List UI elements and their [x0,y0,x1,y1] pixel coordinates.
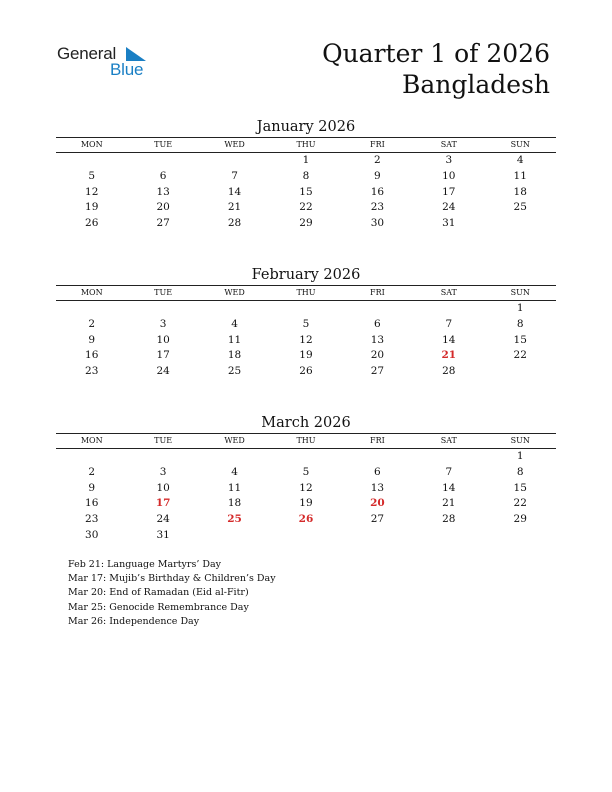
week-row [56,216,556,232]
day-cell: 29 [299,217,313,230]
weekday-label: FRI [370,140,385,149]
day-cell: 19 [299,497,313,510]
weekday-label: TUE [154,436,173,445]
week-row [56,528,556,544]
day-cell: 7 [445,465,453,478]
week-row [56,200,556,216]
empty-day-cell [56,153,127,169]
month-block [56,117,556,232]
day-cell: 26 [85,217,99,230]
day-cell: 10 [156,333,170,346]
day-cell: 3 [445,154,453,166]
day-cell: 1 [516,450,524,462]
day-cell: 19 [299,349,313,362]
month-block [56,265,556,380]
logo-text-general: General [57,44,117,63]
empty-day-cell [485,364,556,380]
day-cell: 14 [442,333,456,346]
day-cell: 20 [156,201,170,214]
day-cell: 15 [513,481,527,494]
day-cell: 22 [513,497,527,510]
day-cell: 2 [374,154,381,166]
day-cell: 19 [85,201,99,214]
weekday-label: MON [80,436,103,445]
day-cell: 28 [442,365,456,378]
weekday-header [56,285,556,301]
weekday-label: FRI [370,436,385,445]
day-cell: 25 [227,513,242,526]
day-cell: 11 [227,481,242,494]
day-cell: 4 [231,317,238,330]
week-row [56,481,556,497]
weekday-label: SAT [440,140,457,149]
day-cell: 13 [370,481,385,494]
day-cell: 9 [88,333,96,346]
title-quarter: Quarter 1 of 2026 [322,39,550,68]
day-cell: 14 [442,481,456,494]
weekday-label: TUE [154,288,173,297]
month-title: January 2026 [256,119,356,135]
holiday-notes [68,558,276,629]
day-cell: 27 [370,513,385,526]
empty-day-cell [485,216,556,232]
day-cell: 5 [88,169,96,182]
day-cell: 25 [227,365,242,378]
day-cell: 31 [156,528,170,541]
day-cell: 26 [299,365,313,378]
day-cell: 31 [442,217,456,230]
weekday-label: WED [224,288,245,297]
empty-day-cell [270,528,341,544]
day-cell: 16 [370,185,385,198]
week-row [56,348,556,364]
day-cell: 6 [374,465,381,478]
weekday-label: TUE [154,140,173,149]
week-row [56,512,556,528]
empty-day-cell [199,449,270,465]
weekday-header [56,137,556,153]
day-cell: 21 [442,497,456,510]
weekday-label: MON [80,140,103,149]
day-cell: 11 [513,169,527,182]
day-cell: 13 [370,333,385,346]
day-cell: 8 [516,317,524,330]
day-cell: 15 [513,333,527,346]
day-cell: 3 [159,465,167,478]
day-cell: 5 [302,317,310,330]
day-cell: 13 [156,185,170,198]
day-cell: 5 [302,465,310,478]
holiday-note: Mar 26: Independence Day [68,615,200,627]
day-cell: 28 [442,513,456,526]
day-cell: 16 [85,497,99,510]
day-cell: 3 [159,317,167,330]
day-cell: 4 [516,154,524,166]
day-cell: 2 [88,317,96,330]
empty-day-cell [413,301,484,317]
day-cell: 27 [370,365,385,378]
holiday-note: Mar 17: Mujib’s Birthday & Children’s Day [68,573,276,585]
day-cell: 26 [298,513,314,526]
day-cell: 24 [156,513,170,526]
weekday-label: MON [80,288,103,297]
day-cell: 21 [441,349,457,362]
day-cell: 8 [516,465,524,478]
title-country: Bangladesh [401,70,550,99]
logo-flag-icon [124,47,146,61]
empty-day-cell [199,301,270,317]
logo-text-blue: Blue [110,60,144,79]
day-cell: 30 [370,217,385,230]
generalblue-logo [57,44,157,84]
weekday-label: SUN [510,436,530,445]
empty-day-cell [413,449,484,465]
day-cell: 1 [302,154,310,166]
day-cell: 17 [155,497,171,510]
day-cell: 20 [370,497,385,510]
day-cell: 6 [374,317,381,330]
page-title [322,38,550,100]
day-cell: 1 [516,302,524,314]
week-row [56,317,556,333]
day-cell: 22 [513,349,527,362]
day-cell: 7 [231,169,238,182]
empty-day-cell [199,153,270,169]
day-cell: 6 [159,169,167,182]
day-cell: 16 [85,349,99,362]
day-cell: 17 [442,185,456,198]
day-cell: 24 [156,365,170,378]
weekday-label: FRI [370,288,385,297]
day-cell: 23 [85,513,99,526]
day-cell: 21 [227,201,242,214]
day-cell: 25 [513,201,527,214]
day-cell: 27 [156,217,170,230]
weekday-label: SAT [440,436,457,445]
empty-day-cell [127,449,198,465]
day-cell: 12 [299,481,313,494]
day-cell: 10 [156,481,170,494]
holiday-note: Mar 25: Genocide Remembrance Day [68,601,249,613]
day-cell: 9 [374,169,381,182]
week-row [56,301,556,317]
day-cell: 18 [513,185,527,198]
weekday-header [56,433,556,449]
empty-day-cell [342,528,413,544]
day-cell: 23 [370,201,385,214]
weekday-label: WED [224,140,245,149]
weekday-label: THU [296,288,316,297]
empty-day-cell [56,301,127,317]
holiday-note: Feb 21: Language Martyrs’ Day [68,559,222,570]
empty-day-cell [342,301,413,317]
week-row [56,364,556,380]
empty-day-cell [127,153,198,169]
day-cell: 20 [370,349,385,362]
month-title: March 2026 [261,415,351,431]
empty-day-cell [413,528,484,544]
day-cell: 18 [227,497,242,510]
holiday-note: Mar 20: End of Ramadan (Eid al-Fitr) [68,587,249,599]
day-cell: 17 [156,349,170,362]
day-cell: 15 [299,185,313,198]
week-row [56,449,556,465]
day-cell: 28 [227,217,242,230]
day-cell: 9 [88,481,96,494]
empty-day-cell [485,528,556,544]
empty-day-cell [270,449,341,465]
day-cell: 2 [88,465,96,478]
day-cell: 30 [85,528,99,541]
week-row [56,185,556,201]
week-row [56,333,556,349]
day-cell: 8 [302,169,310,182]
week-row [56,465,556,481]
weekday-label: THU [296,140,316,149]
day-cell: 22 [299,201,313,214]
day-cell: 29 [513,513,527,526]
empty-day-cell [270,301,341,317]
weekday-label: THU [296,436,316,445]
weekday-label: SAT [440,288,457,297]
week-row [56,169,556,185]
day-cell: 7 [445,317,453,330]
day-cell: 4 [231,465,238,478]
day-cell: 10 [442,169,456,182]
empty-day-cell [127,301,198,317]
day-cell: 23 [85,365,99,378]
week-row [56,153,556,169]
day-cell: 12 [299,333,313,346]
month-block [56,413,556,544]
day-cell: 12 [85,185,99,198]
day-cell: 24 [442,201,456,214]
empty-day-cell [56,449,127,465]
day-cell: 14 [227,185,242,198]
month-title: February 2026 [251,267,361,283]
day-cell: 18 [227,349,242,362]
week-row [56,496,556,512]
weekday-label: SUN [510,288,530,297]
weekday-label: WED [224,436,245,445]
empty-day-cell [342,449,413,465]
day-cell: 11 [227,333,242,346]
empty-day-cell [199,528,270,544]
weekday-label: SUN [510,140,530,149]
